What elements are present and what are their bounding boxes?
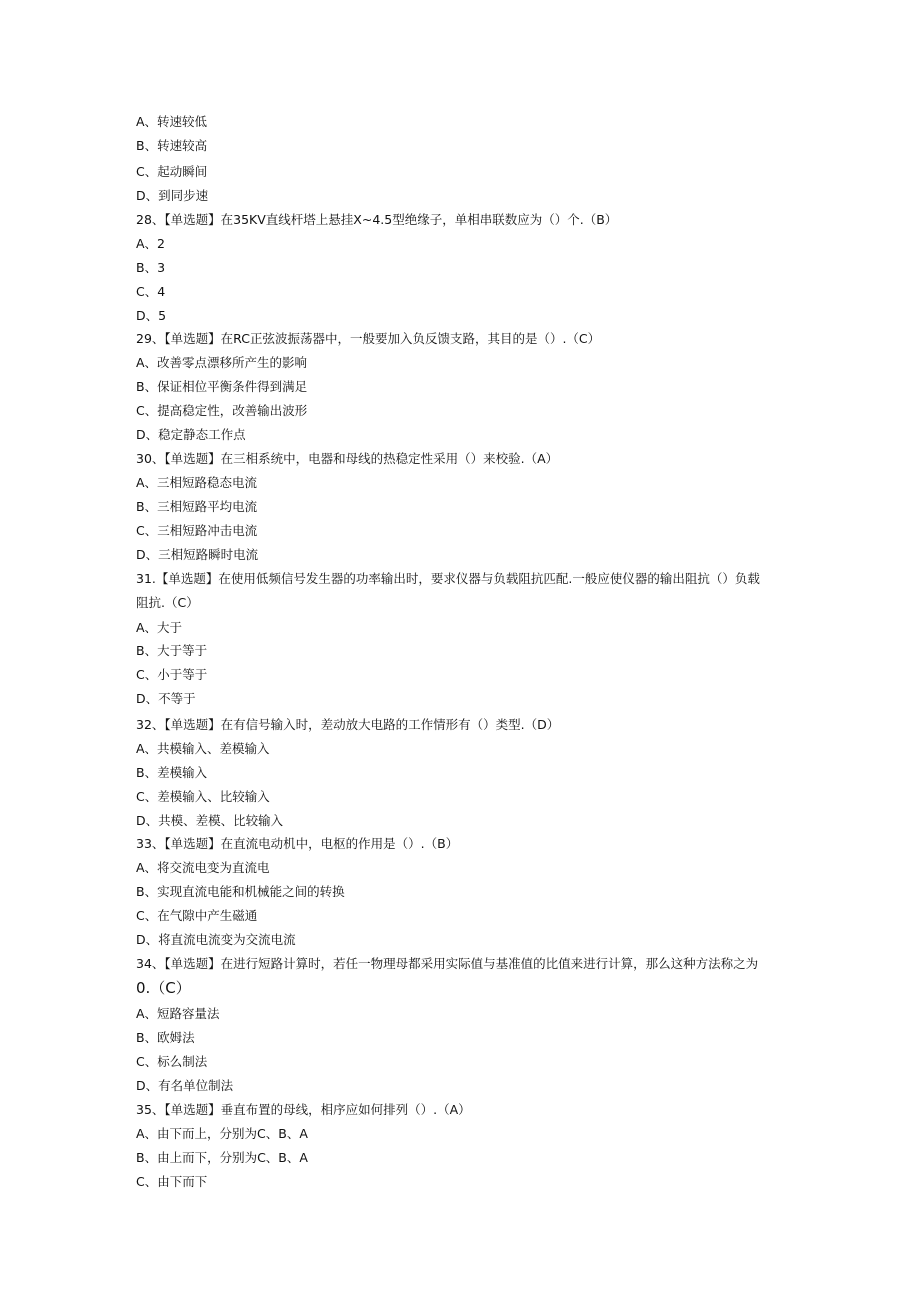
option-line: B、保证相位平衡条件得到满足 <box>136 379 308 394</box>
option-line: C、在气隙中产生磁通 <box>136 908 258 923</box>
option-line: B、欧姆法 <box>136 1030 195 1045</box>
question-line: 31.【单选题】在使用低频信号发生器的功率输出时，要求仪器与负载阻抗匹配.一般应使仪器的输出阻抗（）负载 <box>136 571 760 586</box>
question-line: 35、【单选题】垂直布置的母线，相序应如何排列（）.（A） <box>136 1102 471 1117</box>
option-line: D、5 <box>136 308 167 323</box>
question-line: 32、【单选题】在有信号输入时，差动放大电路的工作情形有（）类型.（D） <box>136 717 560 732</box>
option-line: C、由下而下 <box>136 1174 208 1189</box>
question-line: 28、【单选题】在35KV直线杆塔上悬挂X~4.5型绝缘子，单相串联数应为（）个.（B） <box>136 212 618 227</box>
option-line: D、将直流电流变为交流电流 <box>136 932 296 947</box>
option-line: A、三相短路稳态电流 <box>136 475 258 490</box>
option-line: A、由下而上，分别为C、B、A <box>136 1126 308 1141</box>
question-line: 29、【单选题】在RC正弦波振荡器中，一般要加入负反馈支路，其目的是（）.（C） <box>136 331 601 346</box>
option-line: B、大于等于 <box>136 643 208 658</box>
option-line: A、将交流电变为直流电 <box>136 860 270 875</box>
option-line: D、稳定静态工作点 <box>136 427 246 442</box>
option-line: B、差模输入 <box>136 765 208 780</box>
option-line: B、由上而下，分别为C、B、A <box>136 1150 308 1165</box>
option-line: A、共模输入、差模输入 <box>136 741 270 756</box>
option-line: A、2 <box>136 236 166 251</box>
option-line: A、短路容量法 <box>136 1006 220 1021</box>
option-line: A、转速较低 <box>136 114 208 129</box>
option-line: C、小于等于 <box>136 667 208 682</box>
option-line: B、三相短路平均电流 <box>136 499 258 514</box>
option-line: A、改善零点漂移所产生的影响 <box>136 355 308 370</box>
option-line: C、提高稳定性，改善输出波形 <box>136 403 308 418</box>
option-line: D、三相短路瞬时电流 <box>136 547 259 562</box>
question-line: 33、【单选题】在直流电动机中，电枢的作用是（）.（B） <box>136 836 459 851</box>
question-line-continued: 0.（C） <box>136 979 191 997</box>
option-line: B、实现直流电能和机械能之间的转换 <box>136 884 345 899</box>
option-line: C、起动瞬间 <box>136 164 208 179</box>
option-line: C、4 <box>136 284 166 299</box>
option-line: C、三相短路冲击电流 <box>136 523 258 538</box>
option-line: C、差模输入、比较输入 <box>136 789 270 804</box>
option-line: D、有名单位制法 <box>136 1078 234 1093</box>
option-line: D、到同步速 <box>136 188 209 203</box>
question-line-continued: 阻抗.（C） <box>136 595 199 610</box>
option-line: D、不等于 <box>136 691 196 706</box>
option-line: A、大于 <box>136 620 183 635</box>
option-line: D、共模、差模、比较输入 <box>136 813 284 828</box>
option-line: B、转速较高 <box>136 138 208 153</box>
question-line: 34、【单选题】在进行短路计算时，若任一物理母都采用实际值与基准值的比值来进行计算，那么这种方法称之为 <box>136 956 759 971</box>
question-line: 30、【单选题】在三相系统中，电器和母线的热稳定性采用（）来校验.（A） <box>136 451 559 466</box>
option-line: C、标么制法 <box>136 1054 208 1069</box>
option-line: B、3 <box>136 260 166 275</box>
